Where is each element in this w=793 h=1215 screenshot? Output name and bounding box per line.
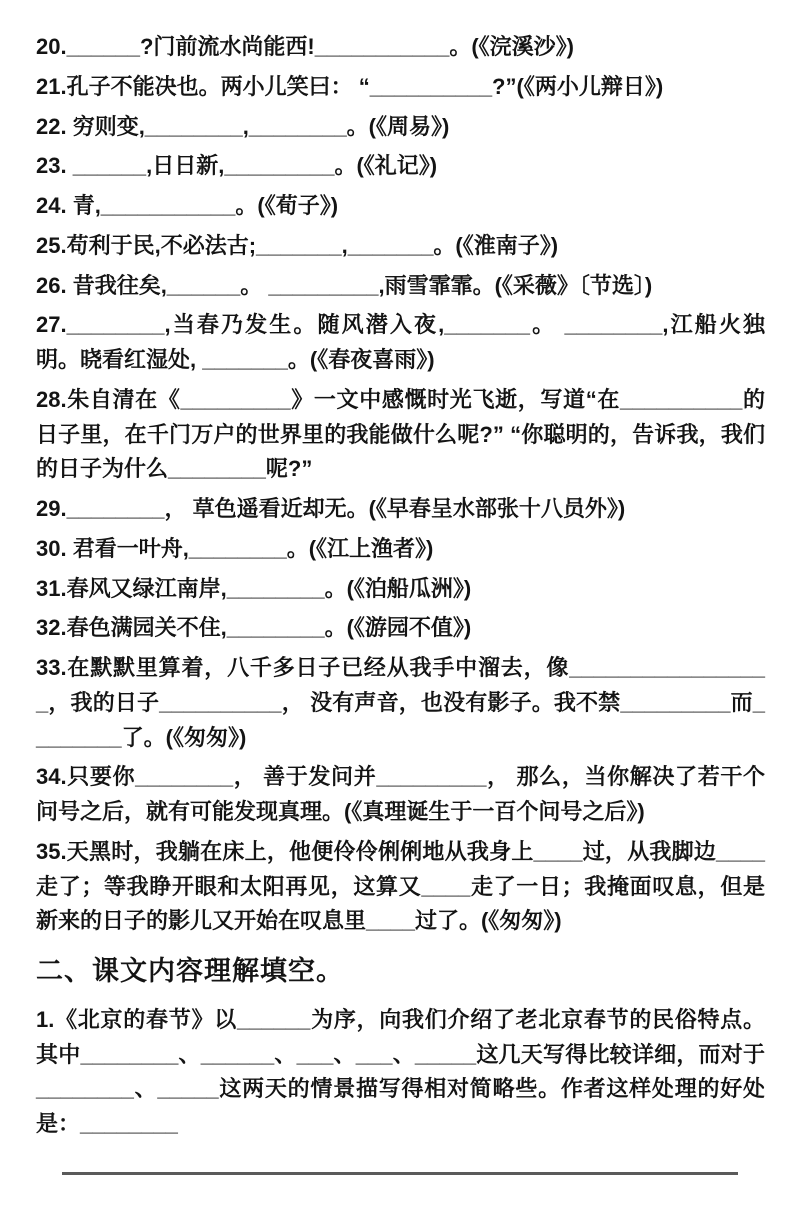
question-24: 24. 青,___________。(《荀子》) (36, 193, 339, 218)
question-1: 1.《北京的春节》以______为序，向我们介绍了老北京春节的民俗特点。其中________、______、___、___、_____这几天写得比较详细，而对于________、_____这两天的情景描写得相对简略些。作者这样处理的好处是：________ (36, 1006, 765, 1137)
question-23: 23. ______,日日新,_________。(《礼记》) (36, 153, 438, 179)
question-29: 29.________， 草色遥看近却无。(《早春呈水部张十八员外》) (36, 496, 626, 521)
question-33: 33.在默默里算着，八千多日子已经从我手中溜去，像_________________，我的日子__________， 没有声音，也没有影子。我不禁_________而________了。(《匆匆》) (36, 655, 765, 750)
question-28: 28.朱自清在《_________》一文中感慨时光飞逝，写道“在__________的日子里，在千门万户的世界里的我能做什么呢?” “你聪明的，告诉我，我们的日子为什么________呢?” (36, 386, 765, 482)
question-21: 21.孔子不能决也。两小儿笑曰： “__________?”(《两小儿辩日》) (36, 73, 664, 99)
question-27: 27.________,当春乃发生。随风潜入夜,_______。 ________,江船火独明。晓看红湿处, _______。(《春夜喜雨》) (36, 312, 765, 372)
question-31: 31.春风又绿江南岸,________。(《泊船瓜洲》) (36, 575, 472, 601)
question-30: 30. 君看一叶舟,________。(《江上渔者》) (36, 535, 434, 561)
section-heading: 二、课文内容理解填空。 (36, 956, 344, 986)
question-34: 34.只要你________， 善于发问并_________， 那么，当你解决了若干个问号之后，就有可能发现真理。(《真理诞生于一百个问号之后》) (36, 764, 765, 824)
answer-continuation-line (62, 1172, 738, 1175)
question-26: 26. 昔我往矣,______。 _________,雨雪霏霏。(《采薇》〔节选〕) (36, 272, 653, 298)
question-22: 22. 穷则变,________,________。(《周易》) (36, 113, 450, 139)
question-25: 25.苟利于民,不必法古;_______,_______。(《淮南子》) (36, 232, 559, 258)
question-35: 35.天黑时，我躺在床上，他便伶伶俐俐地从我身上____过，从我脚边____走了；等我睁开眼和太阳再见，这算又____走了一日；我掩面叹息，但是新来的日子的影儿又开始在叹息里____过了。(《匆匆》) (36, 838, 765, 934)
question-20: 20.______?门前流水尚能西!___________。(《浣溪沙》) (36, 34, 575, 59)
question-32: 32.春色满园关不住,________。(《游园不值》) (36, 615, 472, 641)
